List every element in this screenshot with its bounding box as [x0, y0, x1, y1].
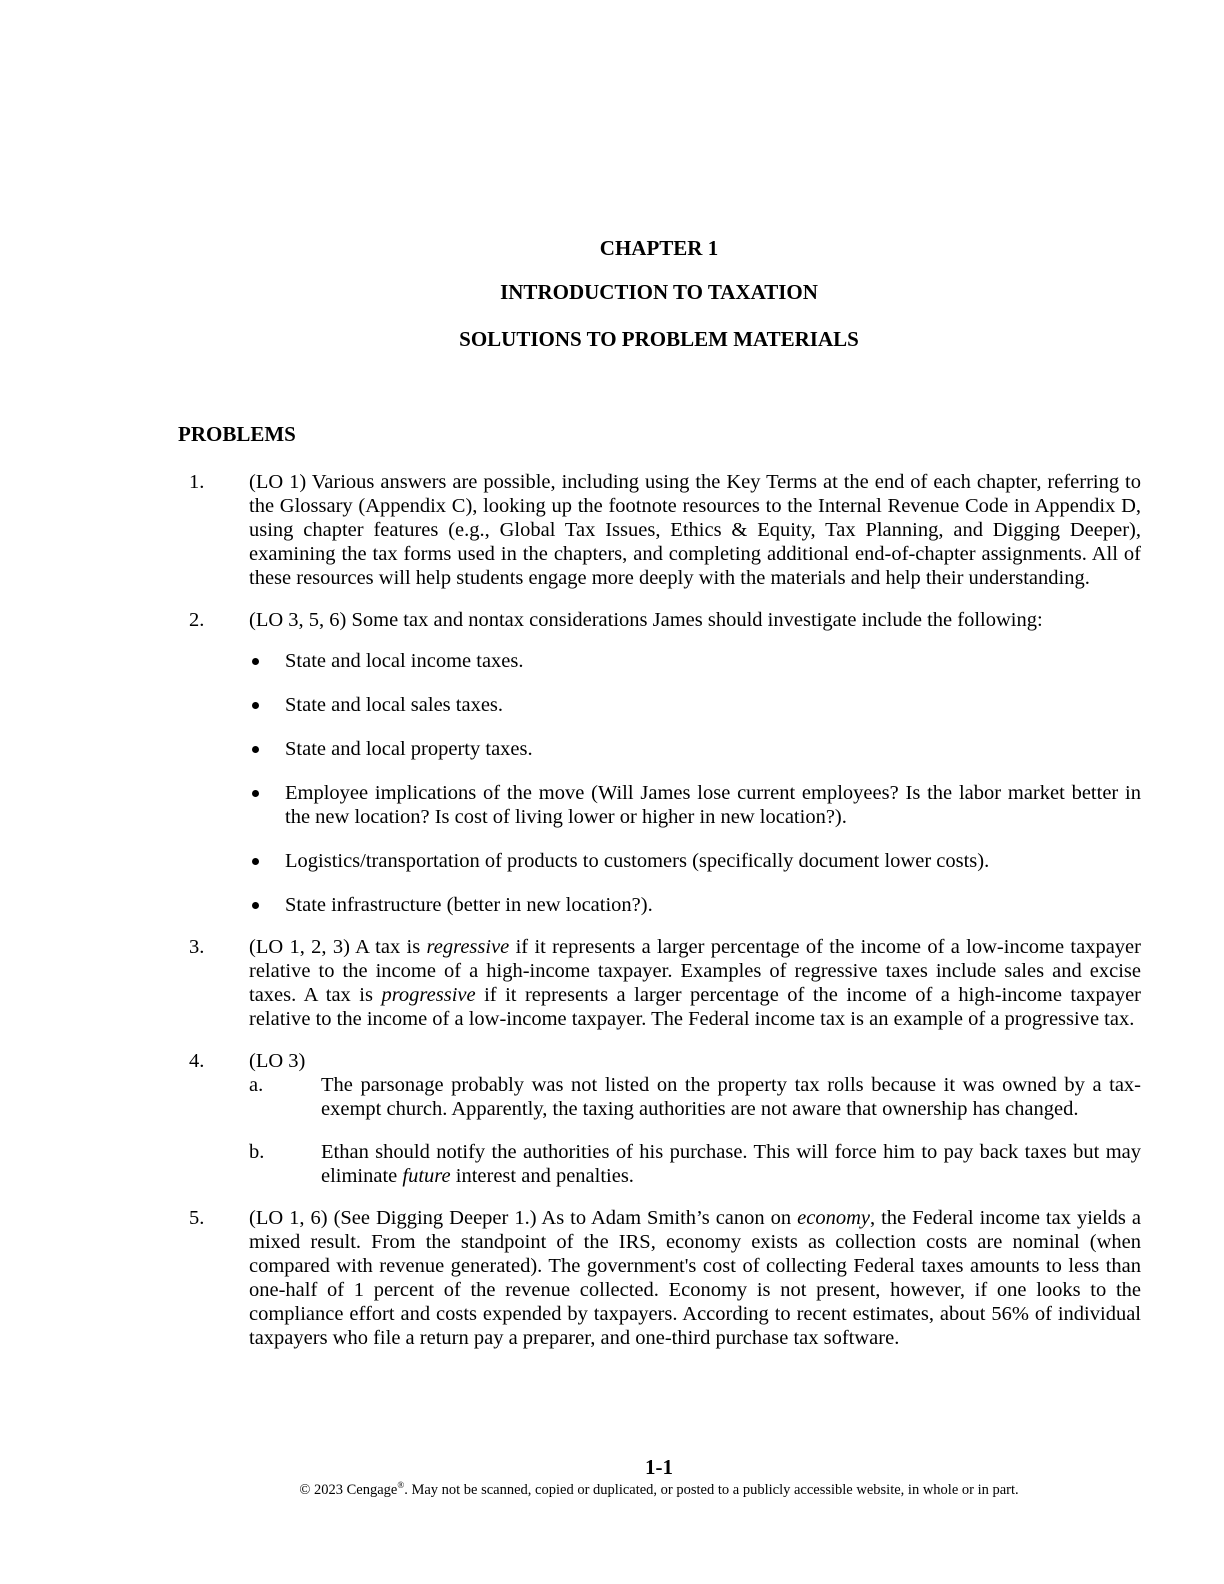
- copyright-notice: [0, 1480, 1224, 1499]
- bullet-list: [249, 649, 1141, 917]
- text-run: , the Federal income tax yields a mixed result. From the standpoint of the IRS, economy exists as collection costs are nominal (when compared with revenue generated). The government's cost of collecting Federal taxes amounts to less than one-half of 1 percent of the revenue collected. Economy is not present, however, if one looks to the compliance effort and costs expended by taxpayers. According to recent estimates, about 56% of individual taxpayers who file a return pay a preparer, and one-third purchase tax software.: [249, 1207, 1141, 1349]
- subitem: [249, 1140, 1141, 1188]
- bullet-text: State and local income taxes.: [285, 650, 524, 672]
- text-run: (LO 1, 6) (See Digging Deeper 1.) As to Adam Smith’s canon on: [249, 1207, 798, 1229]
- bullet-dot-icon: [252, 658, 259, 665]
- bullet-text: State and local property taxes.: [285, 738, 533, 760]
- problem-text: [249, 1206, 1141, 1350]
- chapter-title: INTRODUCTION TO TAXATION: [500, 280, 818, 304]
- bullet-text: State and local sales taxes.: [285, 694, 504, 716]
- subitem-text: [321, 1140, 1141, 1188]
- bullet-item: [249, 893, 1141, 917]
- bullet-dot-icon: [252, 790, 259, 797]
- page-number: 1-1: [645, 1455, 673, 1479]
- problem-item: [178, 1049, 1141, 1188]
- problem-number: 4.: [189, 1050, 205, 1072]
- emphasis-term: regressive: [426, 936, 510, 958]
- copyright-suffix: . May not be scanned, copied or duplicated, or posted to a publicly accessible website, in whole or in part.: [404, 1481, 1019, 1498]
- emphasis-term: economy: [797, 1207, 870, 1229]
- problem-text: (LO 3, 5, 6) Some tax and nontax considerations James should investigate include the following:: [249, 609, 1043, 631]
- text-run: Ethan should notify the authorities of his purchase. This will force him to pay back taxes but may eliminate: [321, 1141, 1141, 1187]
- chapter-subtitle: SOLUTIONS TO PROBLEM MATERIALS: [459, 327, 859, 351]
- bullet-item: [249, 781, 1141, 829]
- problem-list: [178, 470, 1141, 1368]
- problem-text: (LO 1) Various answers are possible, including using the Key Terms at the end of each chapter, referring to the Glossary (Appendix C), looking up the footnote resources to the Internal Revenue Code in Appendix D, using chapter features (e.g., Global Tax Issues, Ethics & Equity, Tax Planning, and Digging Deeper), examining the tax forms used in the chapters, and completing additional end-of-chapter assignments. All of these resources will help students engage more deeply with the materials and help their understanding.: [249, 471, 1141, 589]
- subitem-list: [249, 1073, 1141, 1188]
- problem-text: [249, 935, 1141, 1031]
- bullet-text: Logistics/transportation of products to customers (specifically document lower costs).: [285, 850, 990, 872]
- text-run: (LO 1, 2, 3) A tax is: [249, 936, 427, 958]
- text-run: if it represents a larger percentage of the income of a high-income taxpayer relative to the income of a low-income taxpayer. The Federal income tax is an example of a progressive tax.: [249, 984, 1142, 1030]
- bullet-item: [249, 693, 1141, 717]
- subitem-text: The parsonage probably was not listed on the property tax rolls because it was owned by a tax-exempt church. Apparently, the taxing authorities are not aware that ownership has changed.: [321, 1074, 1141, 1120]
- problem-text: (LO 3): [249, 1050, 306, 1072]
- bullet-dot-icon: [252, 746, 259, 753]
- chapter-number: CHAPTER 1: [599, 236, 719, 260]
- problem-item: [178, 1206, 1141, 1350]
- bullet-dot-icon: [252, 702, 259, 709]
- emphasis-term: future: [402, 1165, 451, 1187]
- bullet-dot-icon: [252, 902, 259, 909]
- problem-number: 2.: [189, 609, 205, 631]
- bullet-item: [249, 737, 1141, 761]
- problem-item: [178, 935, 1141, 1031]
- bullet-text: State infrastructure (better in new location?).: [285, 894, 653, 916]
- text-run: interest and penalties.: [450, 1165, 634, 1187]
- section-title: PROBLEMS: [178, 422, 296, 446]
- text-run: if it represents a larger percentage of the income of a low-income taxpayer relative to the income of a high-income taxpayer. Examples of regressive taxes include sales and excise taxes. A tax is: [249, 936, 1141, 1006]
- problem-item: [178, 470, 1141, 590]
- subitem-letter: b.: [249, 1141, 265, 1163]
- problem-number: 5.: [189, 1207, 205, 1229]
- bullet-item: [249, 849, 1141, 873]
- problem-number: 3.: [189, 936, 205, 958]
- subitem: [249, 1073, 1141, 1121]
- registered-mark: ®: [397, 1480, 405, 1490]
- bullet-item: [249, 649, 1141, 673]
- problem-item: [178, 608, 1141, 917]
- subitem-letter: a.: [249, 1074, 264, 1096]
- bullet-text: Employee implications of the move (Will James lose current employees? Is the labor market better in the new location? Is cost of living lower or higher in new location?).: [285, 782, 1141, 828]
- problem-number: 1.: [189, 471, 205, 493]
- copyright-prefix: © 2023 Cengage: [299, 1481, 398, 1498]
- bullet-dot-icon: [252, 858, 259, 865]
- emphasis-term: progressive: [381, 984, 476, 1006]
